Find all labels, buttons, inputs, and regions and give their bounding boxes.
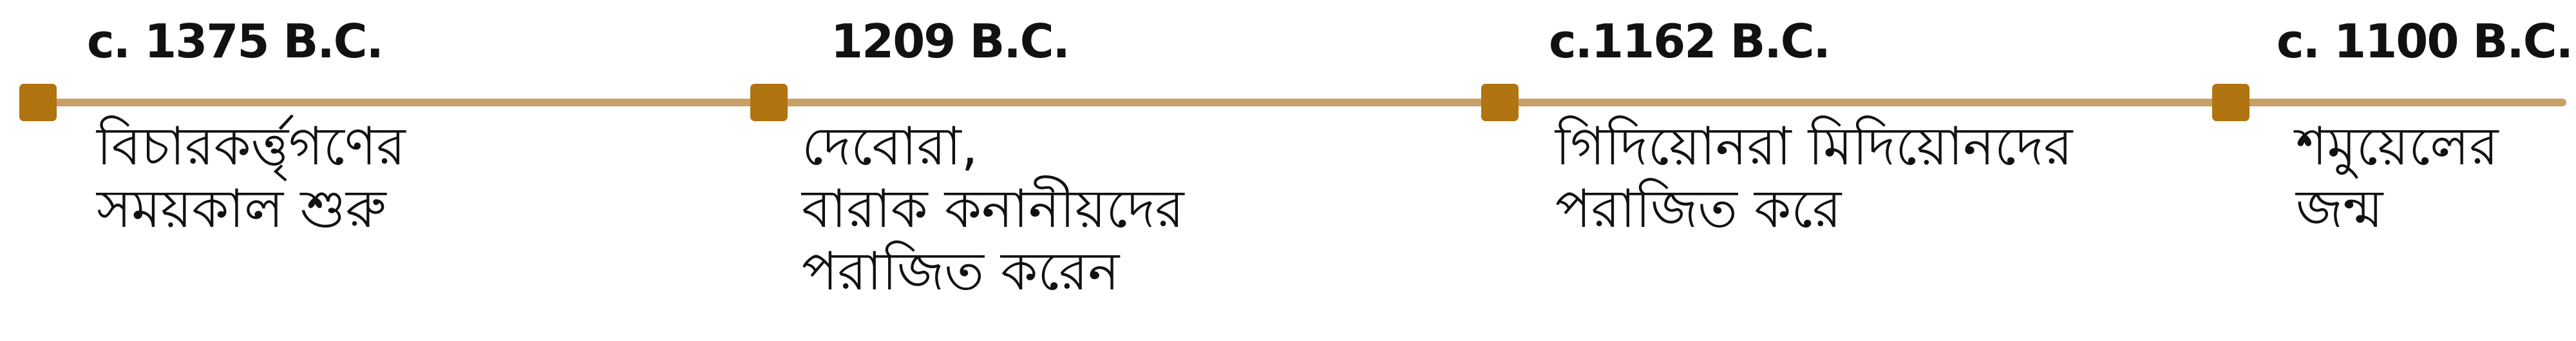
event-date-4: c. 1100 B.C. [2277,14,2572,68]
event-description-1 [97,116,406,241]
timeline-marker-4 [2212,84,2249,121]
event-description-line: দেবোরা, [802,116,978,177]
event-date-2: 1209 B.C. [831,14,1069,68]
event-description-line: পরাজিত করে [1555,178,1842,240]
timeline-line [19,99,2566,106]
event-description-3 [1555,116,2072,241]
event-date-1: c. 1375 B.C. [87,14,383,68]
event-description-2 [802,116,1184,303]
timeline-marker-1 [19,84,57,121]
event-date-3: c.1162 B.C. [1549,14,1830,68]
event-description-line: জন্ম [2296,178,2383,240]
event-description-line: বারাক কনানীয়দের [802,178,1184,240]
timeline-marker-3 [1481,84,1519,121]
event-description-4 [2296,116,2498,241]
event-description-line: বিচারকর্ত্তৃগণের [97,116,406,177]
event-description-line: শমুয়েলের [2296,116,2499,177]
event-description-line: পরাজিত করেন [802,240,1120,302]
event-description-line: গিদিয়োনরা মিদিয়োনদের [1555,116,2073,177]
timeline-marker-2 [750,84,788,121]
event-description-line: সময়কাল শুরু [97,178,386,240]
